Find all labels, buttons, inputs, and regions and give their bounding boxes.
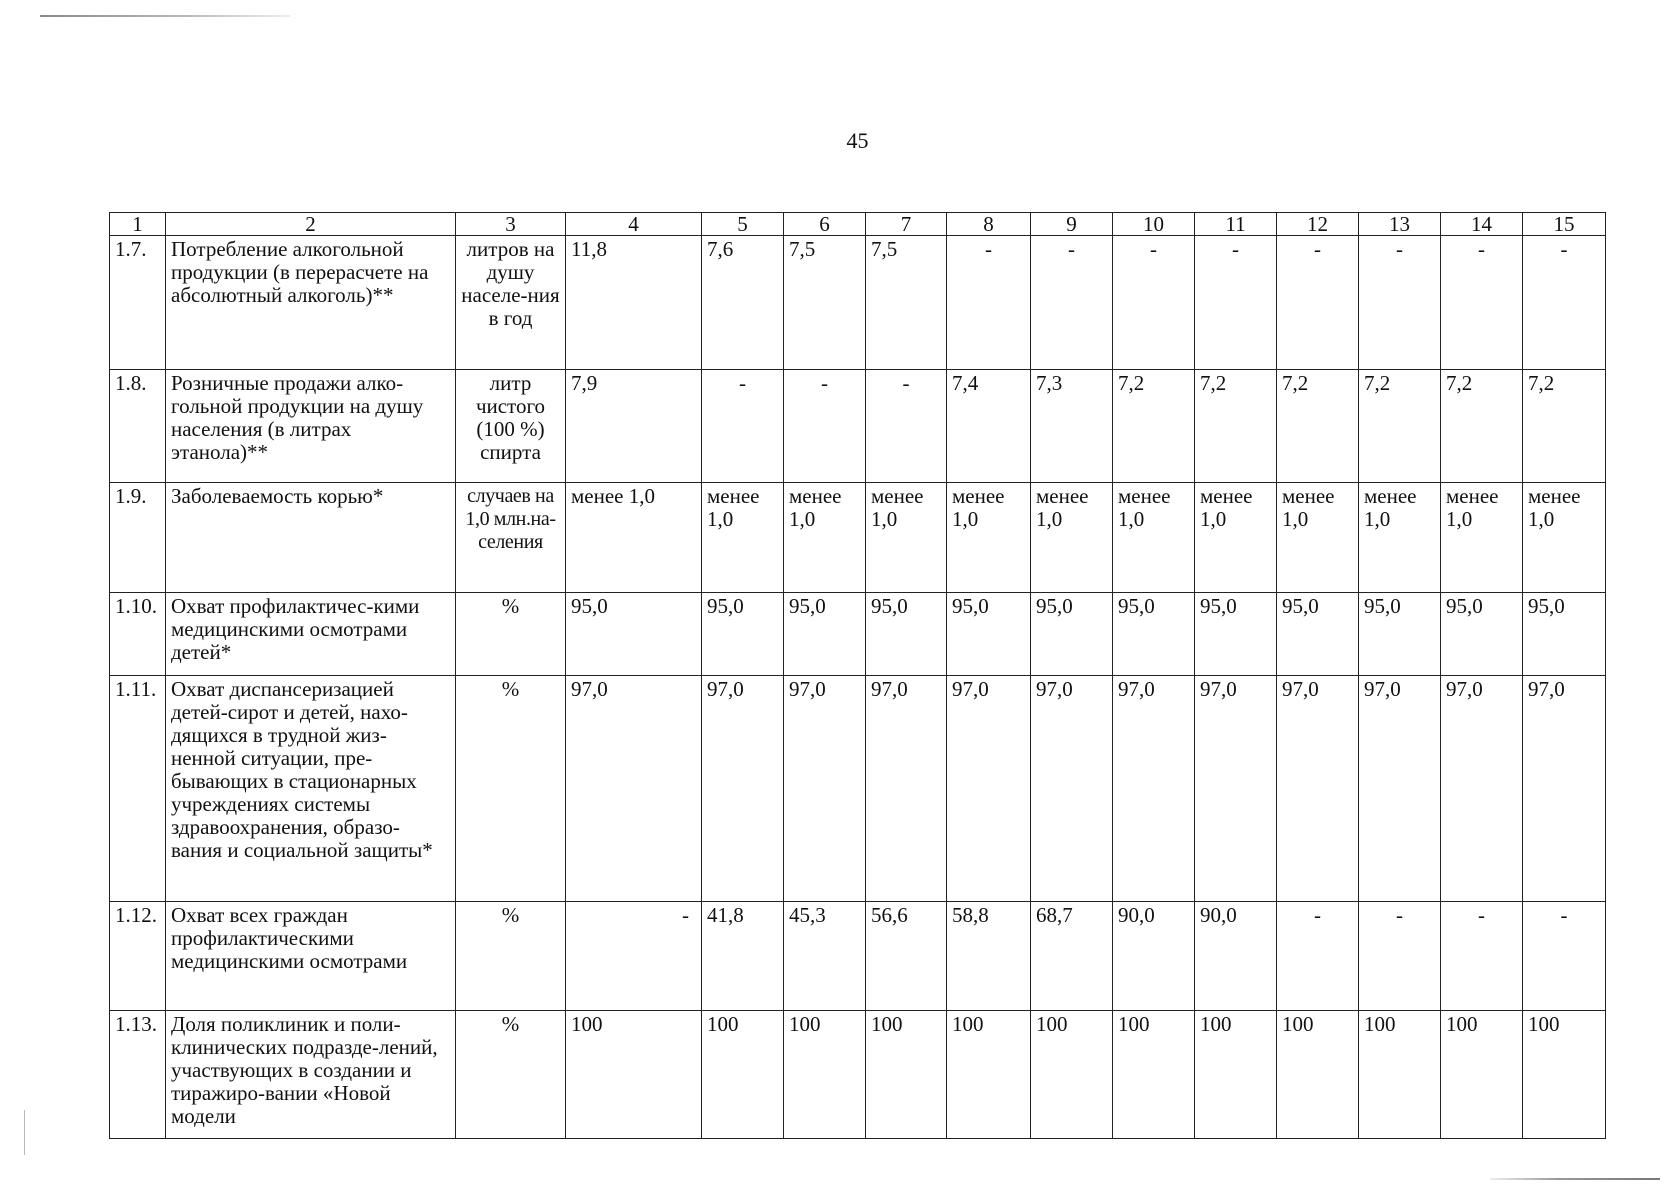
header-cell: 12 (1277, 213, 1359, 236)
value-cell: - (866, 370, 947, 483)
value-cell: 90,0 (1113, 902, 1195, 1011)
table-row (110, 370, 1606, 483)
page-number: 45 (846, 128, 869, 153)
header-cell: 5 (702, 213, 784, 236)
value-cell: 100 (1113, 1011, 1195, 1139)
unit-cell: литров на душу населе-ния в год (456, 236, 566, 370)
value-cell: - (566, 902, 702, 1011)
value-cell: менее 1,0 (1441, 483, 1523, 593)
header-cell: 6 (784, 213, 866, 236)
unit-cell: % (456, 902, 566, 1011)
value-cell: - (1195, 236, 1277, 370)
value-cell: 7,5 (866, 236, 947, 370)
header-cell: 13 (1359, 213, 1441, 236)
value-cell: 100 (1195, 1011, 1277, 1139)
scan-artifact-bottom (1490, 1178, 1660, 1180)
value-cell: 100 (566, 1011, 702, 1139)
value-cell: 7,2 (1359, 370, 1441, 483)
value-cell: 95,0 (1031, 593, 1113, 676)
value-cell: 100 (1277, 1011, 1359, 1139)
value-cell: 11,8 (566, 236, 702, 370)
value-cell: менее 1,0 (866, 483, 947, 593)
value-cell: 95,0 (1441, 593, 1523, 676)
row-number-cell: 1.8. (110, 370, 166, 483)
value-cell: 95,0 (1195, 593, 1277, 676)
value-cell: 97,0 (1195, 676, 1277, 902)
value-cell: - (702, 370, 784, 483)
indicator-name-cell: Охват диспансеризацией детей-сирот и детей, нахо-дящихся в трудной жиз-ненной ситуации, пре-бывающих в стационарных учреждениях системы здравоохранения, образо-вания и социальной защиты* (166, 676, 456, 902)
value-cell: - (947, 236, 1031, 370)
value-cell: 7,4 (947, 370, 1031, 483)
value-cell: - (1359, 236, 1441, 370)
header-cell: 3 (456, 213, 566, 236)
header-cell: 7 (866, 213, 947, 236)
row-number-cell: 1.11. (110, 676, 166, 902)
value-cell: 95,0 (1113, 593, 1195, 676)
value-cell: 97,0 (1031, 676, 1113, 902)
value-cell: 7,9 (566, 370, 702, 483)
header-cell: 14 (1441, 213, 1523, 236)
header-cell: 11 (1195, 213, 1277, 236)
indicator-name-cell: Розничные продажи алко-гольной продукции на душу населения (в литрах этанола)** (166, 370, 456, 483)
value-cell: 7,2 (1523, 370, 1606, 483)
unit-cell: % (456, 1011, 566, 1139)
value-cell: 97,0 (784, 676, 866, 902)
header-cell: 1 (110, 213, 166, 236)
value-cell: 7,2 (1277, 370, 1359, 483)
value-cell: - (1113, 236, 1195, 370)
value-cell: - (1441, 236, 1523, 370)
value-cell: 7,6 (702, 236, 784, 370)
indicator-name-cell: Заболеваемость корью* (166, 483, 456, 593)
value-cell: 68,7 (1031, 902, 1113, 1011)
value-cell: менее 1,0 (566, 483, 702, 593)
value-cell: 90,0 (1195, 902, 1277, 1011)
value-cell: 95,0 (702, 593, 784, 676)
value-cell: 41,8 (702, 902, 784, 1011)
indicator-name-cell: Доля поликлиник и поли-клинических подразде-лений, участвующих в создании и тиражиро-вании «Новой модели (166, 1011, 456, 1139)
value-cell: 100 (947, 1011, 1031, 1139)
value-cell: 95,0 (1277, 593, 1359, 676)
value-cell: 97,0 (947, 676, 1031, 902)
value-cell: менее 1,0 (947, 483, 1031, 593)
table-row (110, 902, 1606, 1011)
unit-cell: литр чистого (100 %) спирта (456, 370, 566, 483)
value-cell: 97,0 (702, 676, 784, 902)
value-cell: - (1523, 236, 1606, 370)
indicator-name-cell: Охват профилактичес-кими медицинскими осмотрами детей* (166, 593, 456, 676)
indicator-name-cell: Охват всех граждан профилактическими медицинскими осмотрами (166, 902, 456, 1011)
value-cell: менее 1,0 (1195, 483, 1277, 593)
header-cell: 2 (166, 213, 456, 236)
value-cell: - (1441, 902, 1523, 1011)
value-cell: 100 (866, 1011, 947, 1139)
table-row (110, 1011, 1606, 1139)
value-cell: - (1277, 902, 1359, 1011)
value-cell: менее 1,0 (1113, 483, 1195, 593)
value-cell: 100 (1523, 1011, 1606, 1139)
value-cell: 100 (1441, 1011, 1523, 1139)
row-number-cell: 1.9. (110, 483, 166, 593)
header-cell: 4 (566, 213, 702, 236)
value-cell: - (1031, 236, 1113, 370)
indicator-name-cell: Потребление алкогольной продукции (в перерасчете на абсолютный алкоголь)** (166, 236, 456, 370)
value-cell: 7,2 (1113, 370, 1195, 483)
value-cell: менее 1,0 (784, 483, 866, 593)
value-cell: - (1523, 902, 1606, 1011)
table-row (110, 483, 1606, 593)
value-cell: менее 1,0 (702, 483, 784, 593)
header-cell: 15 (1523, 213, 1606, 236)
row-number-cell: 1.7. (110, 236, 166, 370)
value-cell: 95,0 (1359, 593, 1441, 676)
scan-artifact-top (40, 15, 290, 17)
row-number-cell: 1.13. (110, 1011, 166, 1139)
value-cell: 100 (784, 1011, 866, 1139)
indicator-table (109, 212, 1606, 1139)
value-cell: 95,0 (566, 593, 702, 676)
value-cell: - (1277, 236, 1359, 370)
header-cell: 10 (1113, 213, 1195, 236)
unit-cell: % (456, 676, 566, 902)
value-cell: 58,8 (947, 902, 1031, 1011)
value-cell: менее 1,0 (1523, 483, 1606, 593)
value-cell: 95,0 (947, 593, 1031, 676)
value-cell: - (784, 370, 866, 483)
column-number-header-row (110, 213, 1606, 236)
value-cell: 100 (1031, 1011, 1113, 1139)
value-cell: менее 1,0 (1359, 483, 1441, 593)
value-cell: 100 (1359, 1011, 1441, 1139)
table-row (110, 236, 1606, 370)
scan-artifact-left (24, 1110, 25, 1155)
value-cell: менее 1,0 (1277, 483, 1359, 593)
row-number-cell: 1.12. (110, 902, 166, 1011)
value-cell: 56,6 (866, 902, 947, 1011)
table-row (110, 593, 1606, 676)
header-cell: 8 (947, 213, 1031, 236)
unit-cell: % (456, 593, 566, 676)
value-cell: 97,0 (1441, 676, 1523, 902)
value-cell: 95,0 (866, 593, 947, 676)
value-cell: 97,0 (1523, 676, 1606, 902)
value-cell: 95,0 (1523, 593, 1606, 676)
value-cell: 97,0 (566, 676, 702, 902)
value-cell: 45,3 (784, 902, 866, 1011)
value-cell: 100 (702, 1011, 784, 1139)
value-cell: - (1359, 902, 1441, 1011)
value-cell: 97,0 (1359, 676, 1441, 902)
value-cell: 7,2 (1441, 370, 1523, 483)
value-cell: 7,2 (1195, 370, 1277, 483)
value-cell: 7,3 (1031, 370, 1113, 483)
value-cell: 97,0 (866, 676, 947, 902)
value-cell: 97,0 (1113, 676, 1195, 902)
row-number-cell: 1.10. (110, 593, 166, 676)
value-cell: 95,0 (784, 593, 866, 676)
unit-cell: случаев на 1,0 млн.на-селения (456, 483, 566, 593)
value-cell: 7,5 (784, 236, 866, 370)
value-cell: 97,0 (1277, 676, 1359, 902)
value-cell: менее 1,0 (1031, 483, 1113, 593)
header-cell: 9 (1031, 213, 1113, 236)
table-row (110, 676, 1606, 902)
